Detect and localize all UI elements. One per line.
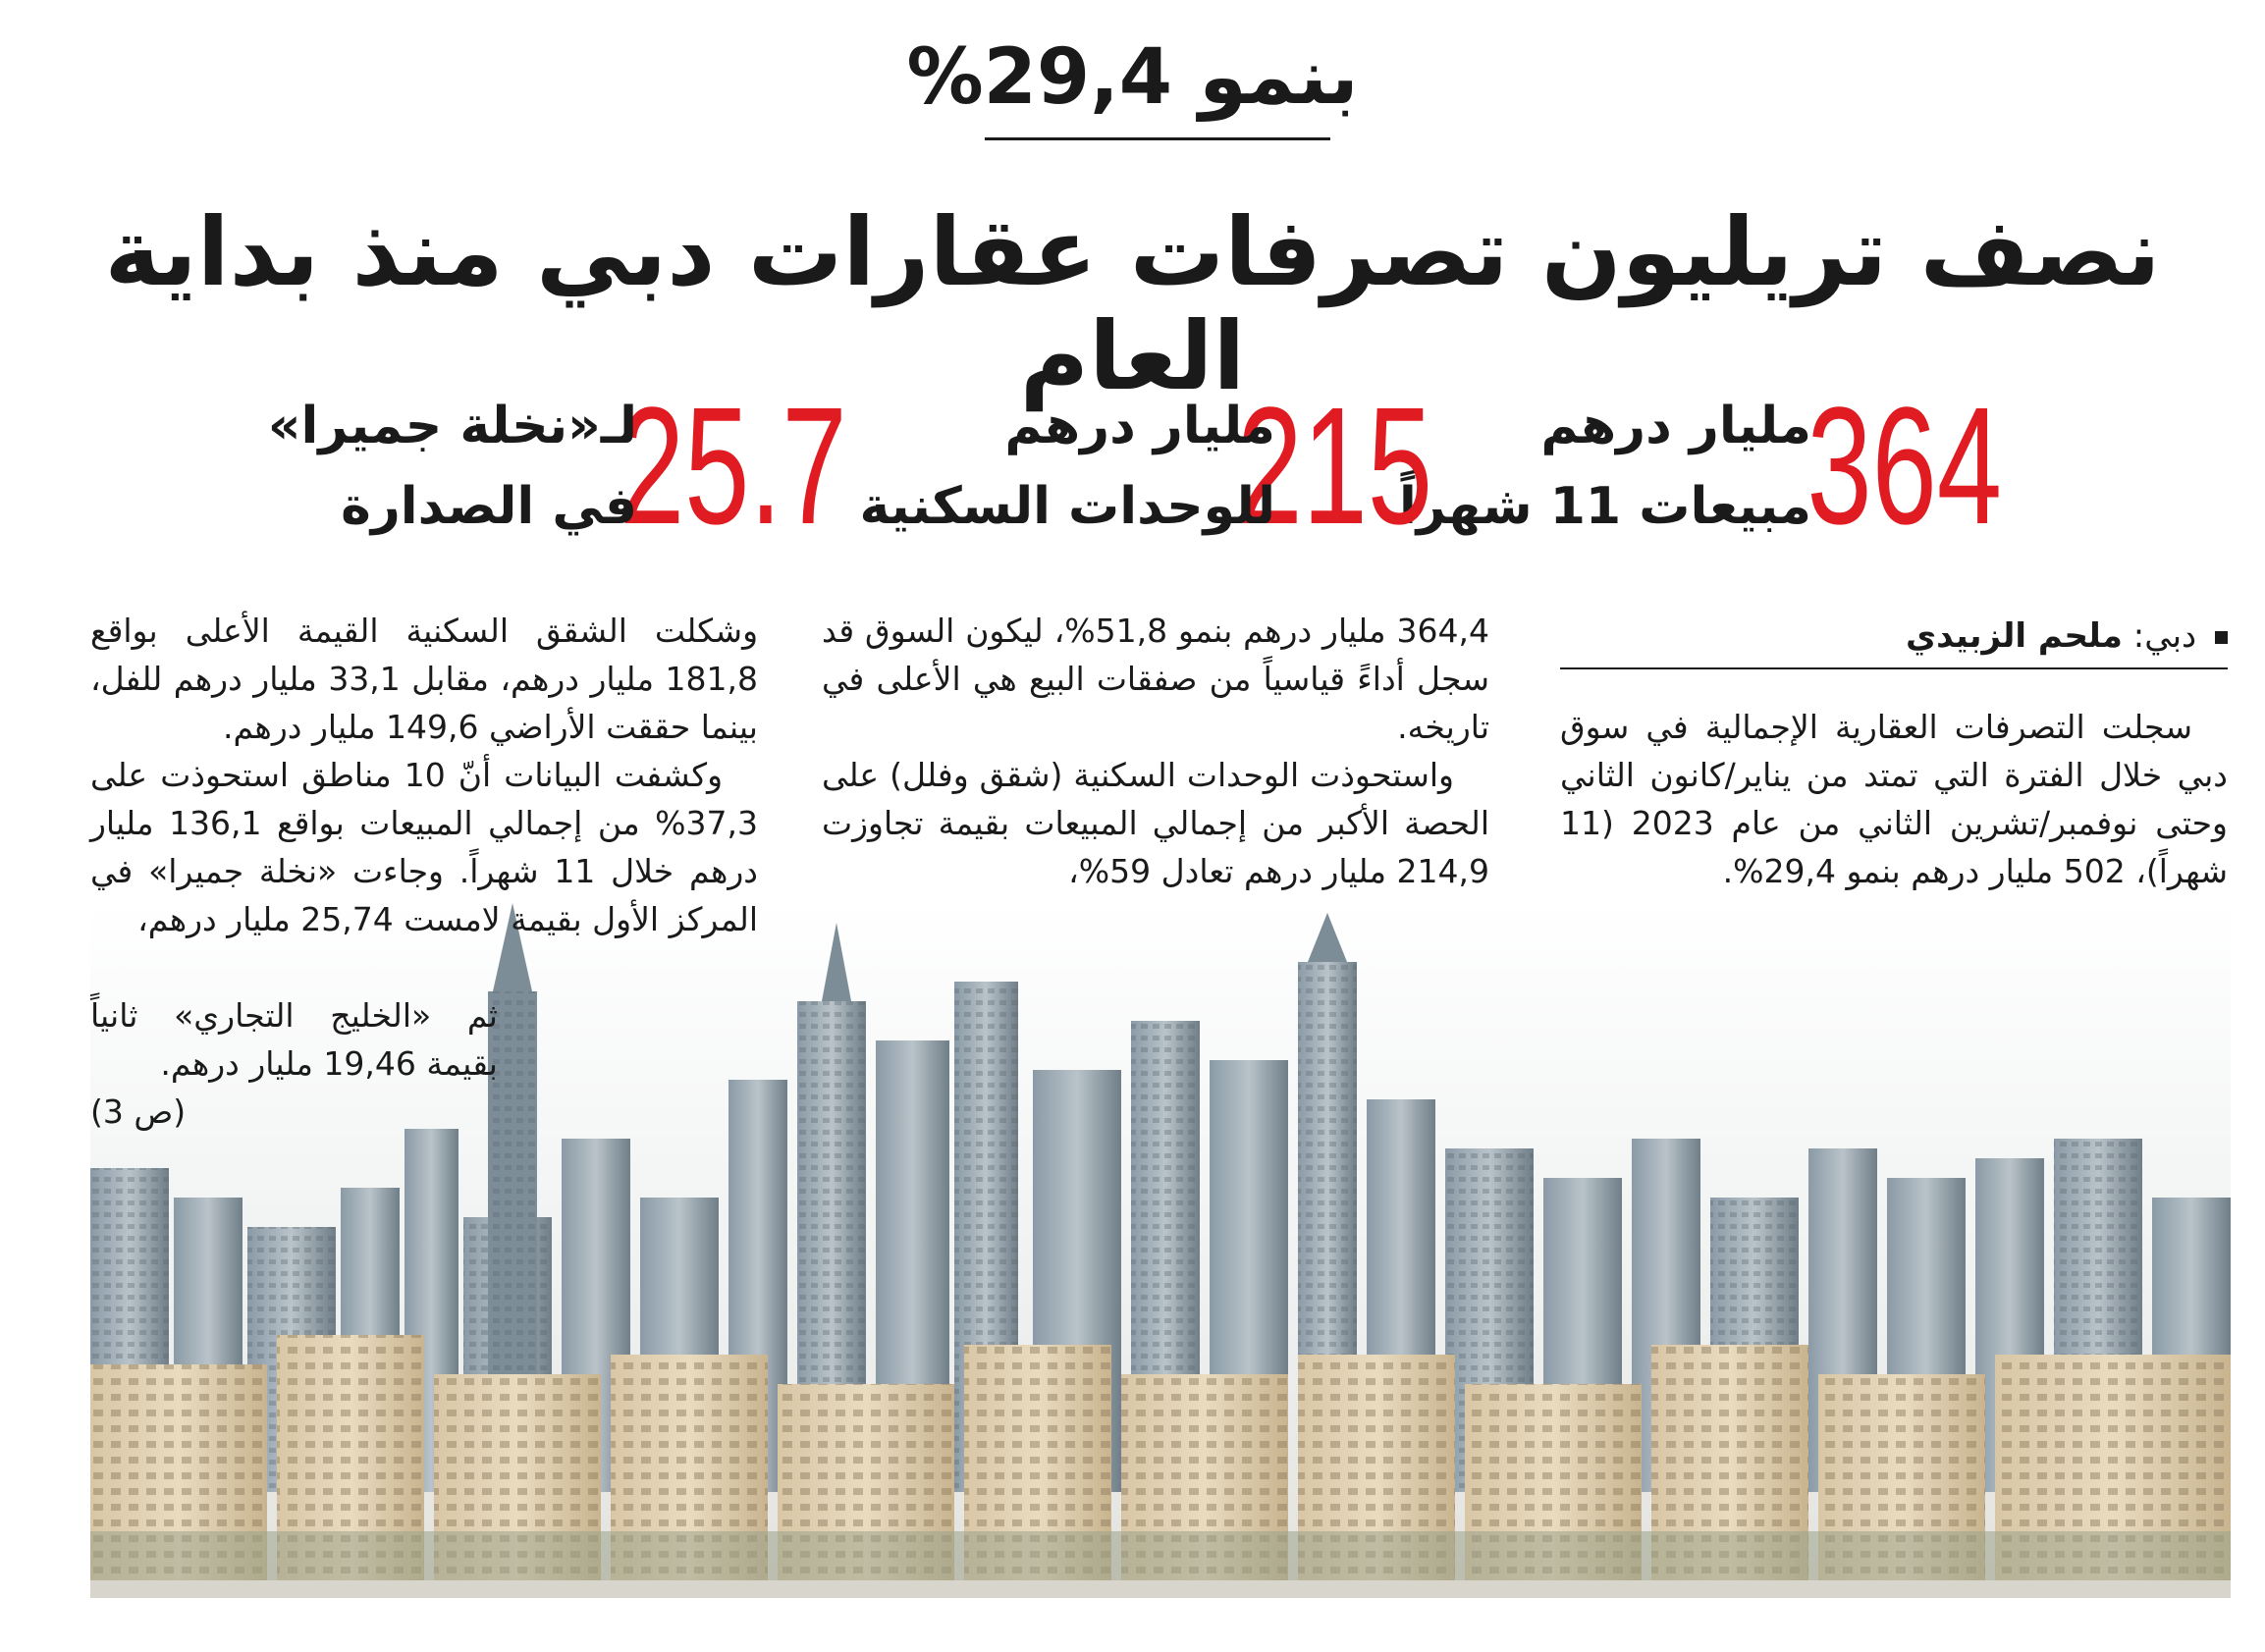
stat-label-3a: لـ«نخلة جميرا»	[267, 397, 637, 455]
stat-label-2a: مليار درهم	[1004, 397, 1275, 455]
paragraph: وكشفت البيانات أنّ 10 مناطق استحوذت على 37,3% من إجمالي المبيعات بواقع 136,1 مليار درهم خلال 11 شهراً. وجاءت «نخلة جميرا» في المركز الأول بقيمة لامست 25,74 مليار درهم،	[90, 756, 758, 938]
byline-place: دبي:	[2132, 616, 2197, 656]
paragraph	[90, 991, 498, 1131]
stat-label-1b: مبيعات 11 شهراً	[1398, 477, 1811, 536]
kicker: بنمو 29,4%	[906, 33, 1359, 122]
stat-label-1a: مليار درهم	[1540, 397, 1811, 455]
byline-divider	[1560, 667, 2228, 669]
paragraph: واستحوذت الوحدات السكنية (شقق وفلل) على الحصة الأكبر من إجمالي المبيعات بقيمة تجاوزت 214,9 مليار درهم تعادل 59%،	[822, 756, 1489, 890]
paragraph: 364,4 مليار درهم بنمو 51,8%، ليكون السوق قد سجل أداءً قياسياً من صفقات البيع هي الأعلى في تاريخه.	[822, 612, 1489, 746]
paragraph: وشكلت الشقق السكنية القيمة الأعلى بواقع 181,8 مليار درهم، مقابل 33,1 مليار درهم للفل، بينما حققت الأراضي 149,6 مليار درهم.	[90, 612, 758, 746]
page-reference: (ص 3)	[90, 1092, 187, 1131]
stat-number-2: 215	[1237, 373, 1432, 560]
stat-number-1: 364	[1807, 373, 2002, 560]
stat-label-2b: للوحدات السكنية	[859, 477, 1275, 536]
article-column-middle	[822, 607, 1489, 895]
byline-bullet	[2215, 631, 2228, 644]
headline: نصف تريليون تصرفات عقارات دبي منذ بداية العام	[104, 197, 2161, 411]
byline	[1599, 616, 2228, 656]
kicker-divider	[985, 137, 1330, 140]
article-column-left	[90, 607, 758, 943]
stat-label-3b: في الصدارة	[341, 477, 637, 536]
paragraph: سجلت التصرفات العقارية الإجمالية في سوق دبي خلال الفترة التي تمتد من يناير/كانون الثاني وحتى نوفمبر/تشرين الثاني من عام 2023 (11 شهراً)، 502 مليار درهم بنمو 29,4%.	[1560, 708, 2228, 890]
stat-number-3: 25.7	[620, 373, 847, 560]
paragraph-text: ثم «الخليج التجاري» ثانياً بقيمة 19,46 مليار درهم.	[90, 996, 498, 1083]
article-column-left-continued	[90, 991, 498, 1136]
byline-author: ملحم الزبيدي	[1906, 616, 2123, 656]
